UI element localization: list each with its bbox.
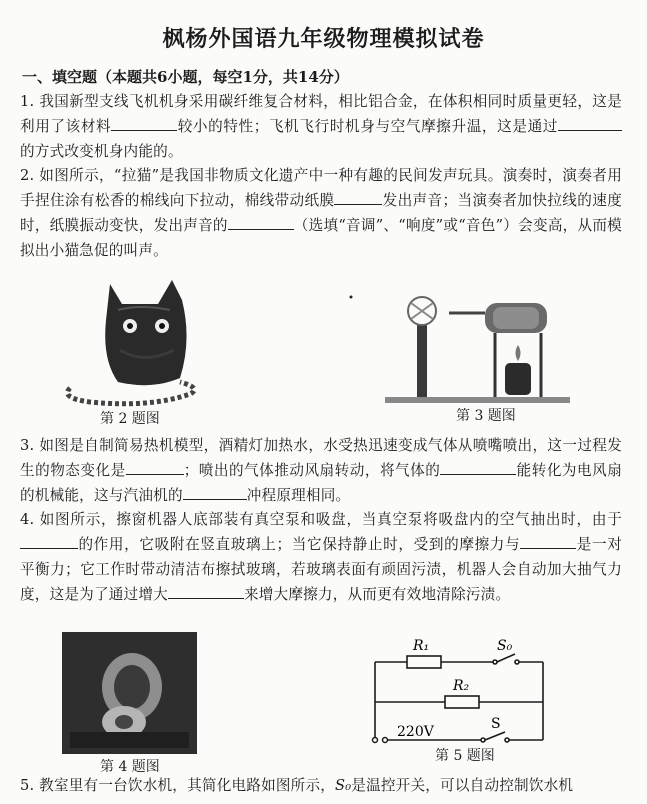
q1-blank-2[interactable] bbox=[558, 116, 622, 131]
question-3 bbox=[20, 433, 622, 508]
fig3-heat-engine-image bbox=[345, 285, 585, 405]
q3-text-a: 3. 如图是自制简易热机模型，酒精灯加热水，水受热迅速变成气体从喷嘴喷出，这一过程发生的物态变化是 bbox=[20, 437, 622, 479]
q4-text-a: 4. 如图所示，擦窗机器人底部装有真空泵和吸盘，当真空泵将吸盘内的空气抽出时，由于 bbox=[20, 511, 622, 528]
page-title: 枫杨外国语九年级物理模拟试卷 bbox=[162, 26, 485, 52]
q3-blank-1[interactable] bbox=[126, 460, 184, 475]
q1-text-c: 的方式改变机身内能的。 bbox=[20, 143, 183, 160]
section-heading: 一、填空题（本题共6小题，每空1分，共14分） bbox=[22, 68, 349, 86]
q5-s0-symbol: S₀ bbox=[335, 777, 352, 794]
q2-text-a: 2. 如图所示，“拉猫”是我国非物质文化遗产中一种有趣的民间发声玩具。演奏时，演奏者用手捏住涂有松香的棉线向下拉动，棉线带动纸膜 bbox=[20, 167, 622, 209]
question-2 bbox=[20, 163, 622, 263]
q3-blank-3[interactable] bbox=[183, 485, 247, 500]
label-voltage: 220V bbox=[397, 724, 434, 740]
q2-blank-1[interactable] bbox=[334, 190, 382, 205]
question-4 bbox=[20, 507, 622, 607]
fig4-window-robot-image bbox=[62, 632, 197, 754]
q4-blank-1[interactable] bbox=[20, 534, 78, 549]
q4-text-c: 是一对平衡力；它工作时带动清洁布擦拭玻璃，若玻璃表面有顽固污渍，机器人会自动加大抽气力度，这是为了通过增大 bbox=[20, 536, 622, 603]
fig4-caption: 第 4 题图 bbox=[100, 759, 160, 775]
label-s: S bbox=[491, 716, 501, 732]
q3-text-d: 冲程原理相同。 bbox=[246, 487, 351, 504]
q3-blank-2[interactable] bbox=[440, 460, 516, 475]
question-1 bbox=[20, 89, 622, 164]
q1-text-b: 较小的特性；飞机飞行时机身与空气摩擦升温，这是通过 bbox=[177, 118, 558, 135]
q1-blank-1[interactable] bbox=[111, 116, 177, 131]
question-5 bbox=[20, 773, 622, 798]
fig5-circuit-diagram bbox=[365, 632, 610, 752]
label-r1: R₁ bbox=[413, 638, 430, 654]
q2-blank-2[interactable] bbox=[228, 215, 294, 230]
q2-text-c: （选填“音调”、“响度”或“音色”）会变高，从而模拟出小猫急促的叫声。 bbox=[20, 217, 622, 259]
q4-blank-3[interactable] bbox=[168, 584, 244, 599]
q3-text-b: ；喷出的气体推动风扇转动，将气体的 bbox=[183, 462, 441, 479]
q1-text-a: 1. 我国新型支线飞机机身采用碳纤维复合材料，相比铝合金，在体积相同时质量更轻，这是利用了该材料 bbox=[20, 93, 622, 135]
fig2-caption: 第 2 题图 bbox=[100, 411, 160, 427]
q4-text-d: 来增大摩擦力，从而更有效地清除污渍。 bbox=[243, 586, 511, 603]
q3-text-c: 能转化为电风扇的机械能，这与汽油机的 bbox=[20, 462, 623, 504]
label-r2: R₂ bbox=[453, 678, 470, 694]
q4-text-b: 的作用，它吸附在竖直玻璃上；当它保持静止时，受到的摩擦力与 bbox=[78, 536, 521, 553]
fig3-caption: 第 3 题图 bbox=[456, 408, 516, 424]
q5-text-b: 是温控开关，可以自动控制饮水机 bbox=[351, 777, 574, 794]
q5-text-a: 5. 教室里有一台饮水机，其简化电路如图所示， bbox=[20, 777, 336, 794]
fig2-cat-toy-image bbox=[40, 270, 210, 410]
q4-blank-2[interactable] bbox=[520, 534, 576, 549]
fig5-caption: 第 5 题图 bbox=[435, 748, 495, 764]
label-s0: S₀ bbox=[497, 638, 513, 654]
q2-text-b: 发出声音；当演奏者加快拉线的速度时，纸膜振动变快，发出声音的 bbox=[20, 192, 623, 234]
